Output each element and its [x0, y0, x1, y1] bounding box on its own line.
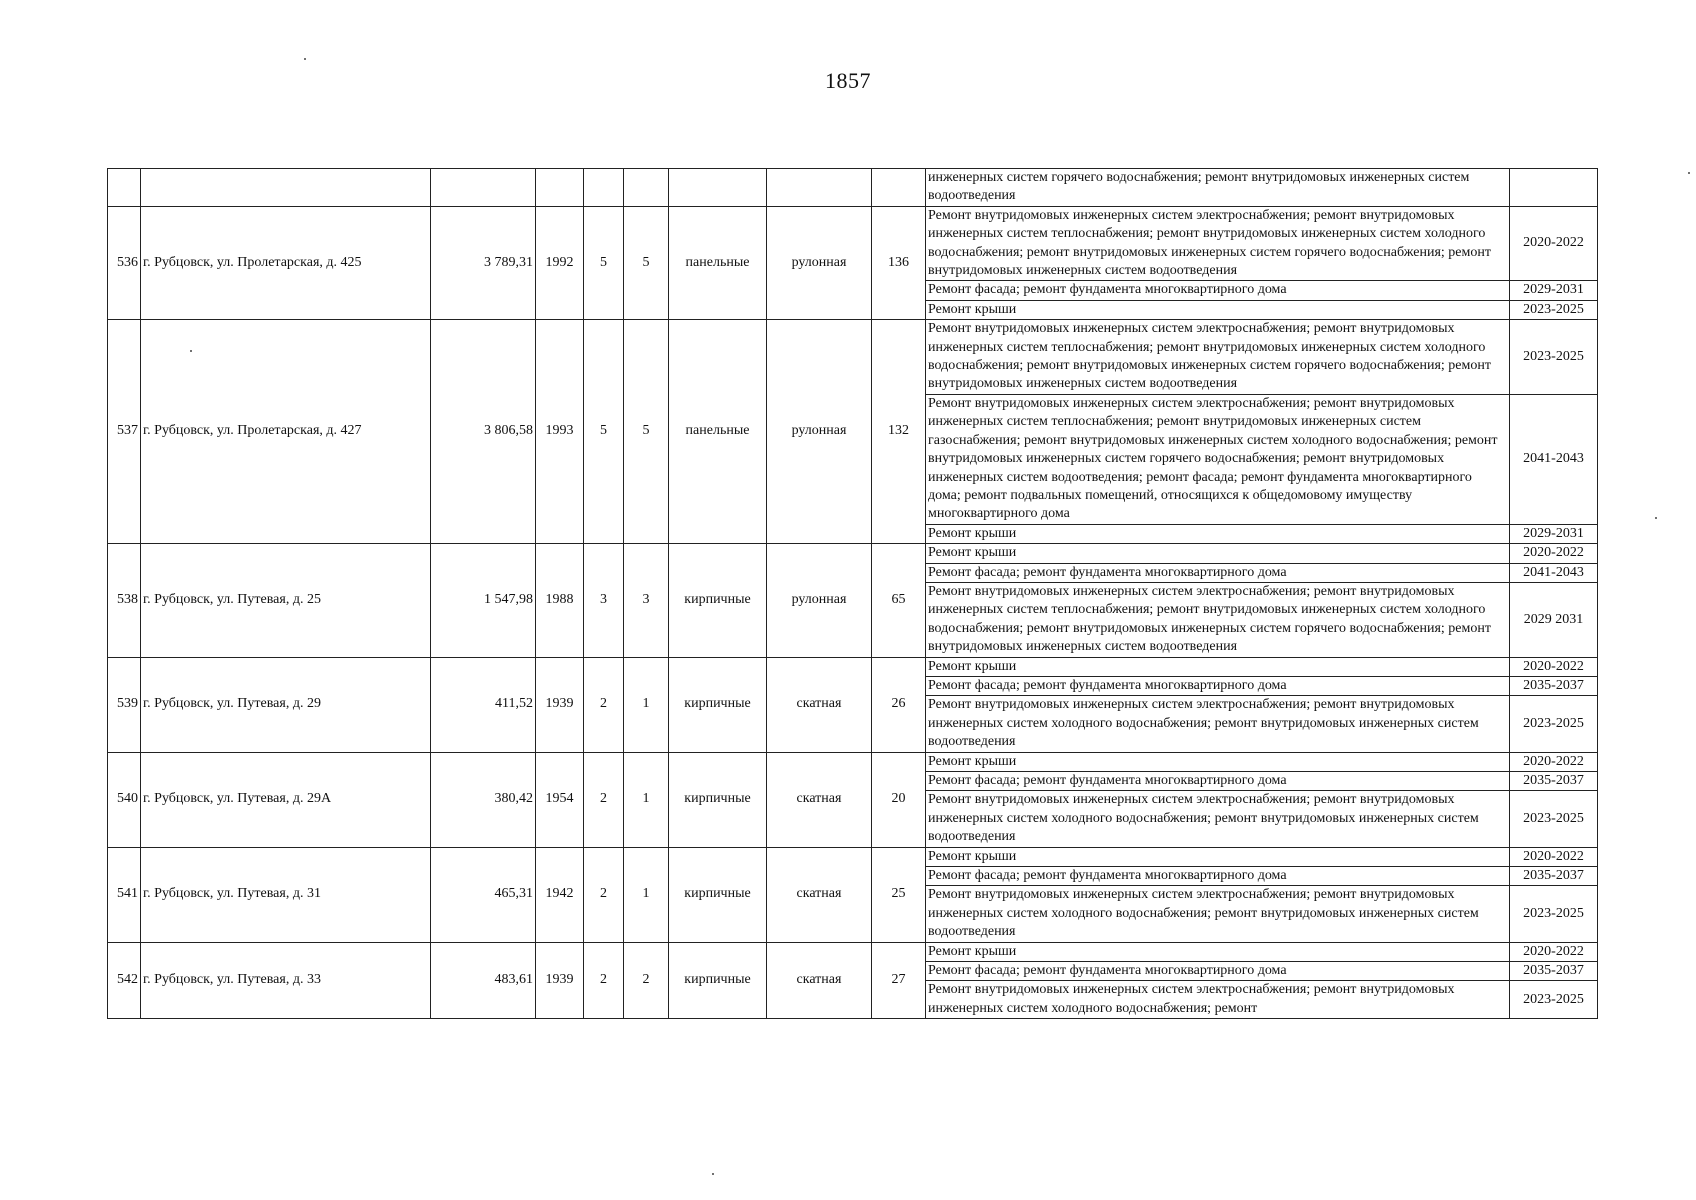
table-row [108, 206, 1598, 281]
cell-address: г. Рубцовск, ул. Путевая, д. 29 [141, 657, 431, 752]
cell-floors: 5 [584, 320, 624, 544]
cell-roof: скатная [767, 657, 872, 752]
table-row [108, 544, 1598, 563]
cell-period: 2023-2025 [1510, 791, 1598, 847]
table-row [108, 320, 1598, 395]
cell-walls: кирпичные [669, 752, 767, 847]
cell-walls: кирпичные [669, 942, 767, 1019]
cell-work: Ремонт фасада; ремонт фундамента многоквартирного дома [926, 281, 1510, 300]
cell-work: Ремонт крыши [926, 942, 1510, 961]
cell-residents: 136 [872, 206, 926, 319]
cell-floors: 3 [584, 544, 624, 657]
cell-area: 411,52 [431, 657, 536, 752]
cell-work: Ремонт внутридомовых инженерных систем электроснабжения; ремонт внутридомовых инженерных систем холодного водоснабжения; ремонт [926, 981, 1510, 1019]
cell-period: 2023-2025 [1510, 300, 1598, 319]
cell-work: Ремонт внутридомовых инженерных систем электроснабжения; ремонт внутридомовых инженерных систем теплоснабжения; ремонт внутридомовых инженерных систем холодного водоснабжения; ремонт внутридомовых инженерных систем горячего водоснабжения; ремонт внутридомовых инженерных систем водоотведения [926, 320, 1510, 395]
cell-area [431, 169, 536, 207]
cell-residents: 27 [872, 942, 926, 1019]
cell-year: 1954 [536, 752, 584, 847]
cell-work: Ремонт крыши [926, 752, 1510, 771]
cell-entrances: 3 [624, 544, 669, 657]
cell-entrances: 5 [624, 320, 669, 544]
cell-floors: 2 [584, 657, 624, 752]
cell-work: Ремонт фасада; ремонт фундамента многоквартирного дома [926, 962, 1510, 981]
cell-period: 2020-2022 [1510, 942, 1598, 961]
cell-walls: кирпичные [669, 847, 767, 942]
cell-entrances: 1 [624, 657, 669, 752]
cell-period: 2029 2031 [1510, 582, 1598, 657]
scan-speck [712, 1173, 714, 1175]
cell-work: Ремонт внутридомовых инженерных систем электроснабжения; ремонт внутридомовых инженерных систем холодного водоснабжения; ремонт внутридомовых инженерных систем водоотведения [926, 791, 1510, 847]
cell-period: 2023-2025 [1510, 320, 1598, 395]
cell-address: г. Рубцовск, ул. Путевая, д. 31 [141, 847, 431, 942]
cell-year: 1939 [536, 942, 584, 1019]
cell-work: Ремонт крыши [926, 544, 1510, 563]
cell-roof: скатная [767, 942, 872, 1019]
cell-work: Ремонт внутридомовых инженерных систем электроснабжения; ремонт внутридомовых инженерных систем теплоснабжения; ремонт внутридомовых инженерных систем газоснабжения; ремонт внутридомовых инженерных систем холодного водоснабжения; ремонт внутридомовых инженерных систем горячего водоснабжения; ремонт внутридомовых инженерных систем водоотведения; ремонт фасада; ремонт фундамента многоквартирного дома; ремонт подвальных помещений, относящихся к общедомовому имуществу многоквартирного дома [926, 394, 1510, 524]
cell-address: г. Рубцовск, ул. Пролетарская, д. 425 [141, 206, 431, 319]
housing-repair-table [107, 168, 1598, 1019]
cell-work: Ремонт фасада; ремонт фундамента многоквартирного дома [926, 676, 1510, 695]
cell-address: г. Рубцовск, ул. Путевая, д. 33 [141, 942, 431, 1019]
cell-year: 1939 [536, 657, 584, 752]
cell-residents [872, 169, 926, 207]
cell-work: Ремонт фасада; ремонт фундамента многоквартирного дома [926, 772, 1510, 791]
cell-residents: 132 [872, 320, 926, 544]
cell-entrances: 5 [624, 206, 669, 319]
cell-period: 2020-2022 [1510, 752, 1598, 771]
cell-year: 1988 [536, 544, 584, 657]
cell-area: 380,42 [431, 752, 536, 847]
cell-entrances: 1 [624, 847, 669, 942]
cell-area: 483,61 [431, 942, 536, 1019]
cell-floors [584, 169, 624, 207]
cell-walls: панельные [669, 320, 767, 544]
cell-residents: 25 [872, 847, 926, 942]
cell-address [141, 169, 431, 207]
table-body [108, 169, 1598, 1019]
cell-period: 2020-2022 [1510, 657, 1598, 676]
cell-roof: рулонная [767, 544, 872, 657]
cell-work: Ремонт крыши [926, 657, 1510, 676]
cell-year: 1992 [536, 206, 584, 319]
cell-work: Ремонт внутридомовых инженерных систем электроснабжения; ремонт внутридомовых инженерных систем теплоснабжения; ремонт внутридомовых инженерных систем холодного водоснабжения; ремонт внутридомовых инженерных систем горячего водоснабжения; ремонт внутридомовых инженерных систем водоотведения [926, 582, 1510, 657]
cell-work: инженерных систем горячего водоснабжения; ремонт внутридомовых инженерных систем водоотведения [926, 169, 1510, 207]
scan-speck [1688, 172, 1690, 174]
cell-period: 2023-2025 [1510, 886, 1598, 942]
cell-floors: 2 [584, 942, 624, 1019]
cell-work: Ремонт внутридомовых инженерных систем электроснабжения; ремонт внутридомовых инженерных систем холодного водоснабжения; ремонт внутридомовых инженерных систем водоотведения [926, 696, 1510, 752]
cell-roof: скатная [767, 847, 872, 942]
cell-period: 2023-2025 [1510, 696, 1598, 752]
cell-period [1510, 169, 1598, 207]
cell-period: 2035-2037 [1510, 962, 1598, 981]
cell-area: 3 789,31 [431, 206, 536, 319]
cell-number: 542 [108, 942, 141, 1019]
cell-work: Ремонт крыши [926, 524, 1510, 543]
cell-period: 2020-2022 [1510, 206, 1598, 281]
cell-area: 1 547,98 [431, 544, 536, 657]
cell-area: 3 806,58 [431, 320, 536, 544]
cell-period: 2023-2025 [1510, 981, 1598, 1019]
cell-floors: 2 [584, 752, 624, 847]
table-row [108, 657, 1598, 676]
cell-entrances: 1 [624, 752, 669, 847]
cell-number: 537 [108, 320, 141, 544]
cell-work: Ремонт внутридомовых инженерных систем электроснабжения; ремонт внутридомовых инженерных систем теплоснабжения; ремонт внутридомовых инженерных систем холодного водоснабжения; ремонт внутридомовых инженерных систем горячего водоснабжения; ремонт внутридомовых инженерных систем водоотведения [926, 206, 1510, 281]
cell-period: 2029-2031 [1510, 524, 1598, 543]
scan-speck [190, 350, 192, 352]
cell-period: 2029-2031 [1510, 281, 1598, 300]
cell-residents: 65 [872, 544, 926, 657]
cell-walls [669, 169, 767, 207]
cell-work: Ремонт фасада; ремонт фундамента многоквартирного дома [926, 867, 1510, 886]
cell-period: 2041-2043 [1510, 563, 1598, 582]
cell-entrances [624, 169, 669, 207]
cell-period: 2035-2037 [1510, 867, 1598, 886]
cell-address: г. Рубцовск, ул. Путевая, д. 29А [141, 752, 431, 847]
cell-period: 2035-2037 [1510, 772, 1598, 791]
cell-number [108, 169, 141, 207]
cell-residents: 20 [872, 752, 926, 847]
cell-work: Ремонт крыши [926, 847, 1510, 866]
cell-entrances: 2 [624, 942, 669, 1019]
scan-speck [1655, 517, 1657, 519]
cell-roof: скатная [767, 752, 872, 847]
cell-number: 539 [108, 657, 141, 752]
cell-period: 2020-2022 [1510, 847, 1598, 866]
cell-roof [767, 169, 872, 207]
cell-work: Ремонт крыши [926, 300, 1510, 319]
page-number: 1857 [825, 68, 871, 93]
cell-floors: 2 [584, 847, 624, 942]
cell-number: 536 [108, 206, 141, 319]
cell-residents: 26 [872, 657, 926, 752]
cell-number: 541 [108, 847, 141, 942]
cell-period: 2035-2037 [1510, 676, 1598, 695]
table-row [108, 847, 1598, 866]
cell-address: г. Рубцовск, ул. Путевая, д. 25 [141, 544, 431, 657]
cell-year: 1993 [536, 320, 584, 544]
cell-roof: рулонная [767, 320, 872, 544]
cell-number: 540 [108, 752, 141, 847]
cell-period: 2041-2043 [1510, 394, 1598, 524]
cell-walls: панельные [669, 206, 767, 319]
cell-year [536, 169, 584, 207]
table-row [108, 752, 1598, 771]
cell-period: 2020-2022 [1510, 544, 1598, 563]
cell-area: 465,31 [431, 847, 536, 942]
cell-roof: рулонная [767, 206, 872, 319]
carry-over-row [108, 169, 1598, 207]
cell-walls: кирпичные [669, 657, 767, 752]
cell-work: Ремонт фасада; ремонт фундамента многоквартирного дома [926, 563, 1510, 582]
cell-floors: 5 [584, 206, 624, 319]
cell-walls: кирпичные [669, 544, 767, 657]
cell-address: г. Рубцовск, ул. Пролетарская, д. 427 [141, 320, 431, 544]
cell-year: 1942 [536, 847, 584, 942]
table-row [108, 942, 1598, 961]
scan-speck [304, 58, 306, 60]
cell-work: Ремонт внутридомовых инженерных систем электроснабжения; ремонт внутридомовых инженерных систем холодного водоснабжения; ремонт внутридомовых инженерных систем водоотведения [926, 886, 1510, 942]
cell-number: 538 [108, 544, 141, 657]
